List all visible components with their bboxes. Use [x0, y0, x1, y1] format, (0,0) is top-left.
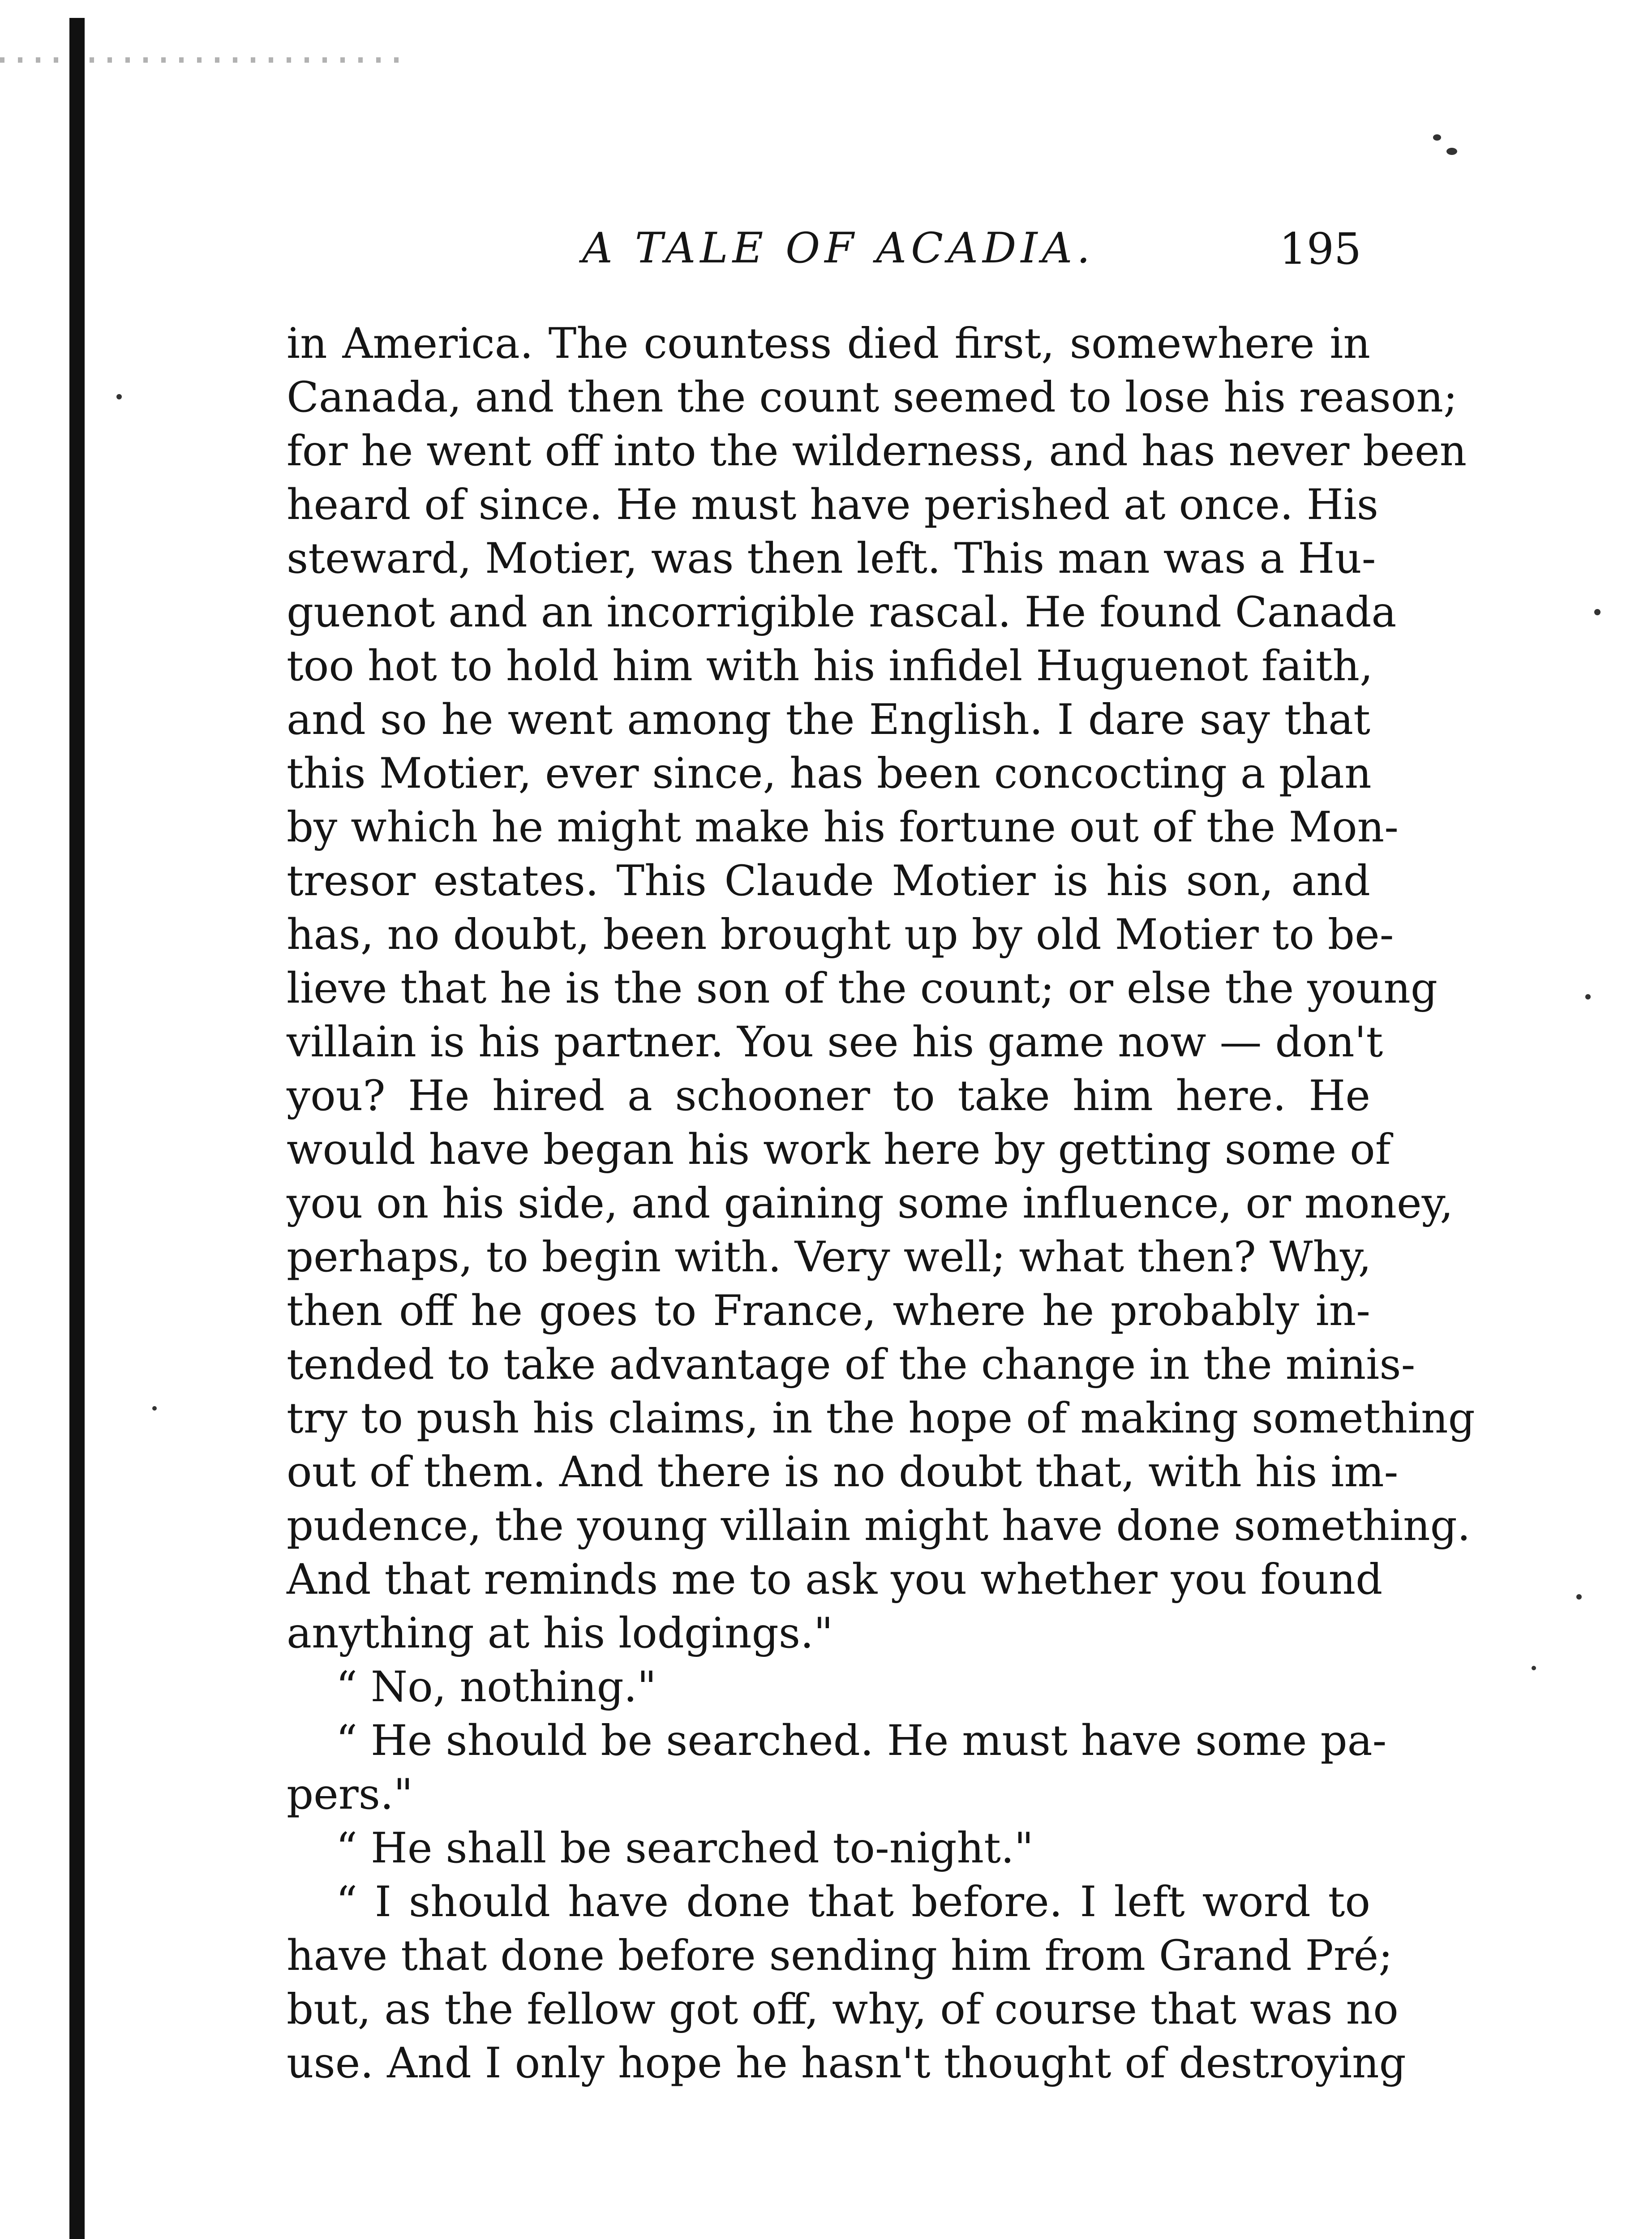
text-line: “ He shall be searched to-night."	[336, 1824, 1034, 1873]
text-line: try to push his claims, in the hope of making something	[287, 1394, 1475, 1443]
text-line: then off he goes to France, where he probably in-	[287, 1287, 1370, 1335]
text-line: but, as the fellow got off, why, of course that was no	[287, 1985, 1399, 2034]
text-line: “ I should have done that before. I left word to	[336, 1878, 1370, 1926]
text-line: tresor estates. This Claude Motier is his son, and	[287, 857, 1370, 905]
text-line: heard of since. He must have perished at once. His	[287, 480, 1378, 529]
text-line: “ No, nothing."	[336, 1663, 657, 1711]
text-line: perhaps, to begin with. Very well; what then? Why,	[287, 1233, 1372, 1282]
binding-edge	[69, 18, 85, 2239]
text-line: villain is his partner. You see his game now — don't	[287, 1018, 1383, 1067]
running-title: A TALE OF ACADIA.	[582, 224, 1095, 273]
text-line: And that reminds me to ask you whether you found	[287, 1555, 1383, 1604]
text-line: anything at his lodgings."	[287, 1609, 833, 1658]
text-line: in America. The countess died first, somewhere in	[287, 319, 1370, 368]
text-line: pudence, the young villain might have done something.	[287, 1501, 1471, 1550]
page-number: 195	[1279, 224, 1361, 274]
text-line: lieve that he is the son of the count; or else the young	[287, 964, 1438, 1013]
page-header	[287, 224, 1361, 282]
text-line: you on his side, and gaining some influence, or money,	[287, 1179, 1454, 1228]
text-line: would have began his work here by getting some of	[287, 1125, 1391, 1174]
text-line: for he went off into the wilderness, and has never been	[287, 427, 1467, 476]
text-line: and so he went among the English. I dare say that	[287, 695, 1370, 744]
text-line: use. And I only hope he hasn't thought of destroying	[287, 2039, 1406, 2088]
text-line: this Motier, ever since, has been concocting a plan	[287, 749, 1372, 798]
text-line: “ He should be searched. He must have some pa-	[336, 1716, 1387, 1765]
text-line: have that done before sending him from Grand Pré;	[287, 1931, 1393, 1980]
text-line: tended to take advantage of the change in the minis-	[287, 1340, 1416, 1389]
text-line: pers."	[287, 1770, 413, 1819]
text-line: Canada, and then the count seemed to lose his reason;	[287, 373, 1458, 422]
text-line: guenot and an incorrigible rascal. He found Canada	[287, 588, 1397, 637]
text-line: has, no doubt, been brought up by old Motier to be-	[287, 910, 1394, 959]
text-line: out of them. And there is no doubt that, with his im-	[287, 1448, 1399, 1497]
text-line: too hot to hold him with his infidel Huguenot faith,	[287, 642, 1373, 691]
body-text	[287, 317, 1475, 2090]
text-line: by which he might make his fortune out of the Mon-	[287, 803, 1399, 852]
scan-noise-top	[0, 57, 403, 63]
text-line: steward, Motier, was then left. This man was a Hu-	[287, 534, 1376, 583]
text-line: you? He hired a schooner to take him here. He	[287, 1072, 1370, 1120]
